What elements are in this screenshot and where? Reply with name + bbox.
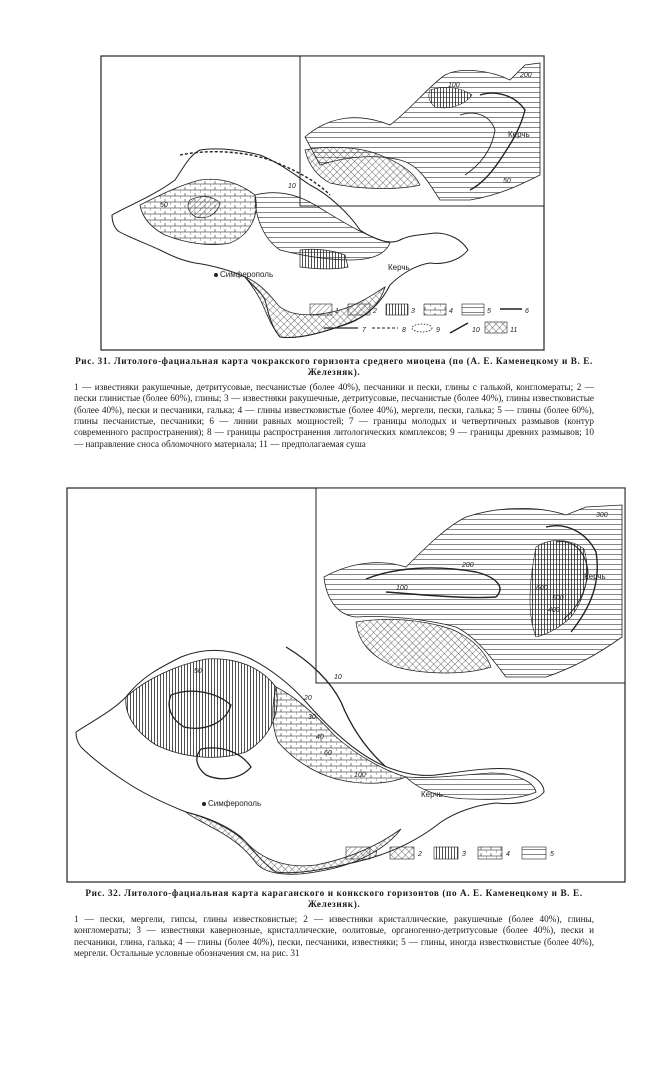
figure32-inset-num-400: 400 — [548, 607, 560, 614]
figure32-label-40: 40 — [316, 734, 324, 741]
figure32-map-svg — [66, 487, 626, 883]
svg-text:2: 2 — [373, 308, 377, 315]
figure31-inset-num-2: 200 — [520, 72, 532, 79]
figure31-label-10: 10 — [288, 183, 296, 190]
figure31-inset-num-3: 50 — [503, 178, 511, 185]
svg-text:10: 10 — [472, 327, 480, 334]
figure31-inset-num: 100 — [448, 82, 460, 89]
figure32-caption-title: Рис. 32. Литолого-фациальная карта караганского и конкского горизонтов (по А. Е. Каменецкому и В. Е. Железняк). — [85, 888, 583, 910]
figure31-map-svg — [100, 55, 545, 351]
figure32-inset-num-200: 200 — [462, 562, 474, 569]
svg-text:8: 8 — [402, 327, 406, 334]
figure31-inset-kerch: Керчь — [508, 130, 530, 139]
svg-text:5: 5 — [487, 308, 491, 315]
figure32-label-50: 50 — [194, 668, 202, 675]
figure32-legend-text: 1 — пески, мергели, гипсы, глины известковистые; 2 — известняки кристаллические, ракушечные (более 40%), глины, конгломераты; 3 — известняки кавернозные, кристаллические, оолитовые, органогенно-детритусовые (более 40%), пески и песчаники, глина, галька; 4 — глины (более 40%), пески, песчаники, известняки; 5 — глины, иногда известковистые (более 40%), мергели. Остальные условные обозначения см. на рис. 31 — [74, 913, 594, 959]
svg-text:2: 2 — [418, 851, 422, 858]
figure32-inset-num-100: 100 — [396, 585, 408, 592]
svg-text:9: 9 — [436, 327, 440, 334]
figure31-map — [100, 55, 545, 351]
svg-text:5: 5 — [550, 851, 554, 858]
figure32-simferopol: Симферополь — [208, 799, 262, 808]
figure32-map — [66, 487, 626, 883]
figure32-label-30: 30 — [308, 714, 316, 721]
svg-text:3: 3 — [462, 851, 466, 858]
svg-text:11: 11 — [510, 327, 518, 334]
figure32-label-10: 10 — [334, 674, 342, 681]
figure32-simferopol-dot — [202, 802, 206, 806]
figure31-label-50: 50 — [160, 202, 168, 209]
figure32-zone-land — [186, 812, 401, 874]
svg-text:4: 4 — [506, 851, 510, 858]
figure31-caption-title: Рис. 31. Литолого-фациальная карта чокракского горизонта среднего миоцена (по (А. Е. Каменецкому и В. Е. Железняк). — [75, 356, 593, 378]
figure32-label-60: 60 — [324, 750, 332, 757]
svg-text:7: 7 — [362, 327, 366, 334]
figure32-inset-kerch: Керчь — [584, 572, 606, 581]
figure32-inset-num-300: 300 — [596, 512, 608, 519]
figure31-caption — [74, 356, 594, 450]
figure32-label-100: 100 — [354, 772, 366, 779]
figure32-zone-limestone — [273, 687, 406, 783]
figure31-simferopol: Симферополь — [220, 270, 274, 279]
figure32-label-20: 20 — [304, 695, 312, 702]
figure31-kerch: Керчь — [388, 263, 410, 272]
svg-text:1: 1 — [374, 851, 378, 858]
svg-text:4: 4 — [449, 308, 453, 315]
svg-text:3: 3 — [411, 308, 415, 315]
figure32-inset-num-500: 500 — [552, 595, 564, 602]
figure32-inset-num-600: 600 — [536, 585, 548, 592]
svg-text:6: 6 — [525, 308, 529, 315]
figure31-legend-text: 1 — известняки ракушечные, детритусовые, песчанистые (более 40%), песчаники и пески, глины с галькой, конгломераты; 2 — пески глинистые (более 60%), глины; 3 — известняки ракушечные, детритусовые, песчанистые (более 40%), глины известковистые (более 40%), пески и песчаники, галька; 4 — глины известковистые (более 40%), мергели, пески, галька; 5 — глины (более 60%), глины песчанистые, песчаники; 6 — линии равных мощностей; 7 — границы молодых и четвертичных размывов (контур современного распространения); 8 — границы распространения литологических комплексов; 9 — границы древних размывов; 10 — направление сноса обломочного материала; 11 — предполагаемая суша — [74, 381, 594, 449]
svg-text:1: 1 — [335, 308, 339, 315]
figure32-caption — [74, 888, 594, 959]
figure32-kerch: Керчь — [421, 790, 443, 799]
figure31-simferopol-dot — [214, 273, 218, 277]
